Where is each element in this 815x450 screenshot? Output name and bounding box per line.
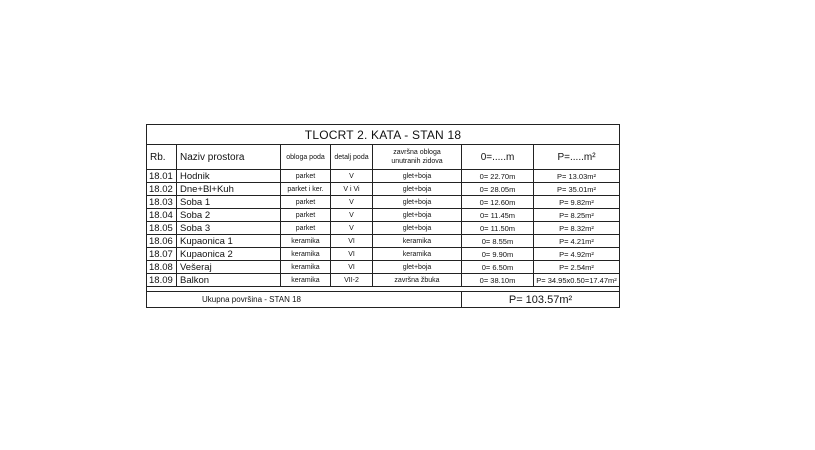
header-area: P=.....m² — [534, 145, 620, 170]
room-area: P= 35.01m² — [534, 183, 620, 196]
room-area: P= 34.95x0.50=17.47m² — [534, 274, 620, 287]
title-row — [147, 125, 620, 145]
room-number: 18.03 — [147, 196, 177, 209]
header-wall-line2: unutranih zidova — [391, 158, 443, 165]
wall-finish: keramika — [373, 235, 462, 248]
wall-finish: glet+boja — [373, 261, 462, 274]
room-area: P= 9.82m² — [534, 196, 620, 209]
floor-detail: VI — [331, 261, 373, 274]
table-row — [147, 209, 620, 222]
table-row — [147, 235, 620, 248]
room-area: P= 4.92m² — [534, 248, 620, 261]
total-label: Ukupna površina - STAN 18 — [147, 292, 462, 308]
table-row — [147, 183, 620, 196]
header-floor: obloga poda — [281, 145, 331, 170]
room-number: 18.06 — [147, 235, 177, 248]
wall-finish: glet+boja — [373, 170, 462, 183]
room-perimeter: 0= 22.70m — [462, 170, 534, 183]
room-perimeter: 0= 8.55m — [462, 235, 534, 248]
room-number: 18.05 — [147, 222, 177, 235]
room-perimeter: 0= 6.50m — [462, 261, 534, 274]
header-name: Naziv prostora — [177, 145, 281, 170]
room-schedule-table — [146, 124, 620, 308]
room-area: P= 2.54m² — [534, 261, 620, 274]
rows-body — [147, 170, 620, 287]
table-row — [147, 196, 620, 209]
wall-finish: keramika — [373, 248, 462, 261]
floor-finish: parket — [281, 209, 331, 222]
floor-detail: V i Vi — [331, 183, 373, 196]
floor-finish: keramika — [281, 235, 331, 248]
room-perimeter: 0= 38.10m — [462, 274, 534, 287]
room-perimeter: 0= 9.90m — [462, 248, 534, 261]
room-number: 18.09 — [147, 274, 177, 287]
total-value: P= 103.57m² — [462, 292, 620, 308]
table-row — [147, 170, 620, 183]
room-area: P= 8.32m² — [534, 222, 620, 235]
room-number: 18.04 — [147, 209, 177, 222]
room-name: Vešeraj — [177, 261, 281, 274]
floor-finish: keramika — [281, 261, 331, 274]
room-number: 18.08 — [147, 261, 177, 274]
floor-detail: V — [331, 222, 373, 235]
room-area: P= 13.03m² — [534, 170, 620, 183]
header-wall-line1: završna obloga — [393, 149, 441, 156]
table-row — [147, 261, 620, 274]
table-row — [147, 222, 620, 235]
room-number: 18.02 — [147, 183, 177, 196]
header-wall — [373, 145, 462, 170]
room-name: Soba 1 — [177, 196, 281, 209]
room-schedule — [146, 124, 619, 308]
room-area: P= 8.25m² — [534, 209, 620, 222]
room-perimeter: 0= 12.60m — [462, 196, 534, 209]
floor-detail: VI — [331, 235, 373, 248]
room-number: 18.01 — [147, 170, 177, 183]
header-perimeter: 0=.....m — [462, 145, 534, 170]
wall-finish: glet+boja — [373, 183, 462, 196]
room-perimeter: 0= 11.45m — [462, 209, 534, 222]
room-name: Hodnik — [177, 170, 281, 183]
wall-finish: glet+boja — [373, 209, 462, 222]
floor-finish: parket i ker. — [281, 183, 331, 196]
room-perimeter: 0= 28.05m — [462, 183, 534, 196]
floor-finish: parket — [281, 222, 331, 235]
table-row — [147, 248, 620, 261]
floor-detail: VI — [331, 248, 373, 261]
total-row — [147, 292, 620, 308]
room-name: Kupaonica 2 — [177, 248, 281, 261]
floor-detail: V — [331, 196, 373, 209]
room-name: Balkon — [177, 274, 281, 287]
floor-detail: VII-2 — [331, 274, 373, 287]
wall-finish: glet+boja — [373, 196, 462, 209]
room-perimeter: 0= 11.50m — [462, 222, 534, 235]
room-number: 18.07 — [147, 248, 177, 261]
floor-detail: V — [331, 209, 373, 222]
room-name: Dne+Bl+Kuh — [177, 183, 281, 196]
wall-finish: završna žbuka — [373, 274, 462, 287]
room-area: P= 4.21m² — [534, 235, 620, 248]
wall-finish: glet+boja — [373, 222, 462, 235]
floor-finish: parket — [281, 170, 331, 183]
header-row — [147, 145, 620, 170]
floor-detail: V — [331, 170, 373, 183]
floor-finish: keramika — [281, 248, 331, 261]
room-name: Soba 3 — [177, 222, 281, 235]
table-row — [147, 274, 620, 287]
header-rb: Rb. — [147, 145, 177, 170]
room-name: Soba 2 — [177, 209, 281, 222]
floor-finish: keramika — [281, 274, 331, 287]
table-title: TLOCRT 2. KATA - STAN 18 — [147, 125, 620, 145]
header-detail: detalj poda — [331, 145, 373, 170]
floor-finish: parket — [281, 196, 331, 209]
room-name: Kupaonica 1 — [177, 235, 281, 248]
